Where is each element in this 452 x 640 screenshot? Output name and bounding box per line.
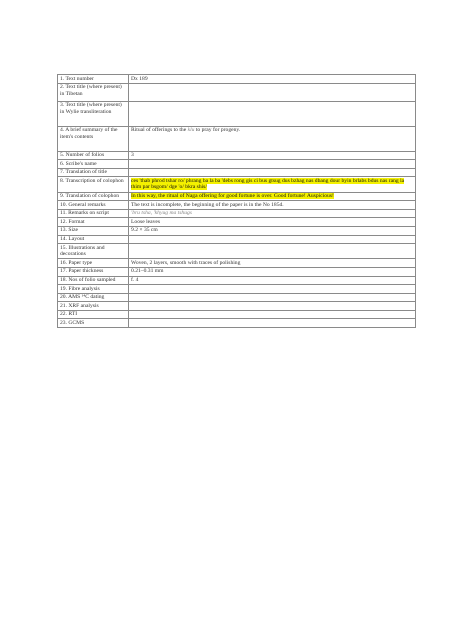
field-value	[129, 168, 416, 177]
field-value	[129, 302, 416, 311]
field-value	[129, 310, 416, 319]
field-value	[129, 126, 416, 151]
field-label: 14. Layout	[58, 235, 129, 244]
field-value: 9.2 × 35 cm	[129, 226, 416, 235]
field-label: 16. Paper type	[58, 259, 129, 268]
field-label: 9. Translation of colophon	[58, 192, 129, 201]
summary-text-end: to pray for progeny.	[194, 127, 241, 134]
table-row	[58, 267, 416, 276]
field-label: 15. Illustrations and decorations	[58, 244, 129, 259]
table-row	[58, 235, 416, 244]
table-row	[58, 83, 416, 101]
table-row	[58, 101, 416, 126]
table-row	[58, 177, 416, 192]
field-value	[129, 293, 416, 302]
summary-term-klu: klu	[187, 127, 195, 134]
table-row	[58, 75, 416, 84]
field-label: 20. AMS ¹⁴C dating	[58, 293, 129, 302]
field-label: 11. Remarks on script	[58, 209, 129, 218]
field-value	[129, 83, 416, 101]
field-value	[129, 160, 416, 169]
field-value	[129, 192, 416, 201]
field-value: Loose leaves	[129, 218, 416, 227]
table-row	[58, 218, 416, 227]
field-label: 6. Scribe's name	[58, 160, 129, 169]
field-value: Dx 189	[129, 75, 416, 84]
field-value	[129, 177, 416, 192]
field-label: 5. Number of folios	[58, 151, 129, 160]
colophon-transcription: ces 'thab phrod tshar ro/ phrang ba la ba 'debs rong gis ci bus gtsug dus bzhag nas dbang dour byin brlabs bdus nas rang la thim par bsgom/ dge 'o/ bkra shis/	[131, 177, 405, 191]
field-label: 22. RTI	[58, 310, 129, 319]
table-row	[58, 160, 416, 169]
field-value: The text is incomplete, the beginning of the paper is in the No 185d.	[129, 201, 416, 210]
field-label: 21. XRF analysis	[58, 302, 129, 311]
summary-text-start: Ritual of offerings to the	[131, 127, 188, 134]
table-row	[58, 226, 416, 235]
field-label: 19. Fibre analysis	[58, 285, 129, 294]
field-value	[129, 285, 416, 294]
field-value: f. 4	[129, 276, 416, 285]
field-label: 13. Size	[58, 226, 129, 235]
field-value: 3	[129, 151, 416, 160]
field-label: 1. Text number	[58, 75, 129, 84]
table-row	[58, 168, 416, 177]
field-label: 3. Text title (where present) in Wylie transliteration	[58, 101, 129, 126]
table-row	[58, 151, 416, 160]
table-row	[58, 293, 416, 302]
field-label: 4. A brief summary of the item's contents	[58, 126, 129, 151]
field-label: 2. Text title (where present) in Tibetan	[58, 83, 129, 101]
field-value	[129, 101, 416, 126]
table-row	[58, 319, 416, 328]
field-value: 0.21–0.31 mm	[129, 267, 416, 276]
field-value	[129, 235, 416, 244]
field-value: Woven, 2 layers, smooth with traces of polishing	[129, 259, 416, 268]
table-row	[58, 192, 416, 201]
field-label: 23. GCMS	[58, 319, 129, 328]
field-value	[129, 319, 416, 328]
colophon-translation: In this way, the ritual of Naga offering for good fortune is over. Good fortune! Auspicious!	[131, 193, 334, 200]
field-value: 'bru tsha, 'khyug ma tshugs	[129, 209, 416, 218]
field-label: 17. Paper thickness	[58, 267, 129, 276]
table-row	[58, 285, 416, 294]
table-row	[58, 244, 416, 259]
table-row	[58, 276, 416, 285]
field-label: 10. General remarks	[58, 201, 129, 210]
catalogue-metadata-table	[57, 74, 416, 328]
field-label: 7. Translation of title	[58, 168, 129, 177]
table-row	[58, 126, 416, 151]
table-row	[58, 201, 416, 210]
table-row	[58, 302, 416, 311]
table-row	[58, 209, 416, 218]
field-label: 18. Nos of folio sampled	[58, 276, 129, 285]
field-value	[129, 244, 416, 259]
field-label: 12. Format	[58, 218, 129, 227]
table-row	[58, 259, 416, 268]
field-label: 8. Transcription of colophon	[58, 177, 129, 192]
table-row	[58, 310, 416, 319]
